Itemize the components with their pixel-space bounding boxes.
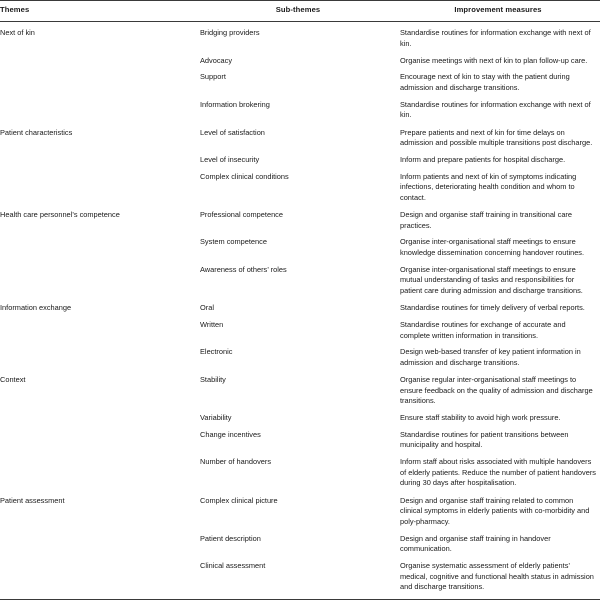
cell-subtheme: Professional competence <box>200 210 283 220</box>
cell-improvement-measure: Standardise routines for patient transitions between municipality and hospital. <box>400 429 569 450</box>
cell-improvement-measure: Design and organise staff training in handover communication. <box>400 533 551 554</box>
cell-improvement-measure: Organise inter-organisational staff meetings to ensure mutual understanding of tasks and responsibilities for patient care during admission and discharge transitions. <box>400 264 583 295</box>
cell-improvement-measure: Organise meetings with next of kin to plan follow-up care. <box>400 55 588 65</box>
cell-subtheme: Electronic <box>200 347 233 357</box>
table-row <box>0 259 600 297</box>
cell-theme <box>0 314 200 341</box>
cell-subtheme: Complex clinical conditions <box>200 171 289 181</box>
table-row <box>0 424 600 451</box>
cell-improvement-measure: Encourage next of kin to stay with the patient during admission and discharge transitions. <box>400 72 570 92</box>
cell-theme <box>0 341 200 368</box>
table-row <box>0 341 600 368</box>
cell-improvement-measure: Standardise routines for information exchange with next of kin. <box>400 99 591 120</box>
cell-theme <box>0 149 200 166</box>
cell-subtheme: Support <box>200 72 226 82</box>
table-row <box>0 314 600 341</box>
cell-subtheme: Level of satisfaction <box>200 127 265 137</box>
column-header-themes: Themes <box>0 1 200 22</box>
cell-theme: Information exchange <box>0 303 72 313</box>
cell-theme <box>0 527 200 554</box>
table-row <box>0 94 600 121</box>
cell-subtheme: Level of insecurity <box>200 154 260 164</box>
cell-subtheme: Bridging providers <box>200 28 260 38</box>
cell-improvement-measure: Design and organise staff training related to common clinical symptoms in elderly patients with co-morbidity and poly-pharmacy. <box>400 495 590 526</box>
cell-improvement-measure: Design and organise staff training in transitional care practices. <box>400 210 573 230</box>
cell-theme <box>0 66 200 93</box>
table-row <box>0 451 600 489</box>
cell-theme: Next of kin <box>0 28 35 38</box>
table-row <box>0 149 600 166</box>
cell-subtheme: Advocacy <box>200 55 233 65</box>
cell-subtheme: Awareness of others’ roles <box>200 264 287 274</box>
cell-improvement-measure: Organise regular inter-organisational staff meetings to ensure feedback on the quality of admission and discharge transitions. <box>400 375 593 406</box>
cell-improvement-measure: Inform patients and next of kin of symptoms indicating infections, deteriorating health condition and whom to contact. <box>400 171 577 202</box>
cell-subtheme: System competence <box>200 237 267 247</box>
table-row <box>0 369 600 407</box>
table-row <box>0 66 600 93</box>
cell-subtheme: Oral <box>200 303 214 313</box>
cell-theme <box>0 94 200 121</box>
cell-theme: Health care personnel’s competence <box>0 210 120 220</box>
cell-subtheme: Information brokering <box>200 99 270 109</box>
table-row <box>0 121 600 149</box>
cell-theme <box>0 231 200 258</box>
cell-theme: Patient assessment <box>0 495 65 505</box>
table-row <box>0 165 600 203</box>
cell-improvement-measure: Ensure staff stability to avoid high work pressure. <box>400 413 561 423</box>
table-row <box>0 21 600 49</box>
column-header-subthemes: Sub-themes <box>200 1 400 22</box>
table-body <box>0 21 600 599</box>
table-row <box>0 203 600 231</box>
table-row <box>0 527 600 554</box>
cell-theme <box>0 165 200 203</box>
table-row <box>0 407 600 424</box>
cell-subtheme: Number of handovers <box>200 457 272 467</box>
cell-theme <box>0 259 200 297</box>
cell-theme <box>0 555 200 599</box>
cell-subtheme: Written <box>200 319 224 329</box>
cell-improvement-measure: Standardise routines for exchange of accurate and complete written information in transitions. <box>400 319 566 340</box>
cell-improvement-measure: Inform staff about risks associated with multiple handovers of elderly patients. Reduce the number of patient handovers during 30 days after hospitalisation. <box>400 457 596 488</box>
cell-improvement-measure: Inform and prepare patients for hospital discharge. <box>400 154 566 164</box>
table-header <box>0 1 600 22</box>
cell-improvement-measure: Standardise routines for information exchange with next of kin. <box>400 28 591 48</box>
cell-improvement-measure: Prepare patients and next of kin for time delays on admission and possible multiple transitions post discharge. <box>400 127 593 148</box>
cell-subtheme: Patient description <box>200 533 261 543</box>
cell-improvement-measure: Organise systematic assessment of elderly patients’ medical, cognitive and functional health status in admission and discharge transitions. <box>400 560 594 592</box>
cell-subtheme: Stability <box>200 375 226 385</box>
cell-theme <box>0 49 200 66</box>
column-header-measures: Improvement measures <box>400 1 600 22</box>
table-row <box>0 231 600 258</box>
cell-subtheme: Change incentives <box>200 429 261 439</box>
cell-theme <box>0 407 200 424</box>
cell-subtheme: Clinical assessment <box>200 560 266 570</box>
cell-theme: Context <box>0 375 26 385</box>
header-row <box>0 1 600 22</box>
table-row <box>0 555 600 599</box>
table-row <box>0 489 600 527</box>
cell-subtheme: Variability <box>200 413 232 423</box>
cell-theme: Patient characteristics <box>0 127 73 137</box>
table-row <box>0 297 600 314</box>
cell-improvement-measure: Design web-based transfer of key patient information in admission and discharge transitions. <box>400 347 581 367</box>
cell-subtheme: Complex clinical picture <box>200 495 278 505</box>
cell-theme <box>0 451 200 489</box>
cell-improvement-measure: Organise inter-organisational staff meetings to ensure knowledge dissemination concerning handover routines. <box>400 237 585 257</box>
cell-theme <box>0 424 200 451</box>
cell-improvement-measure: Standardise routines for timely delivery of verbal reports. <box>400 303 585 313</box>
table-row <box>0 49 600 66</box>
